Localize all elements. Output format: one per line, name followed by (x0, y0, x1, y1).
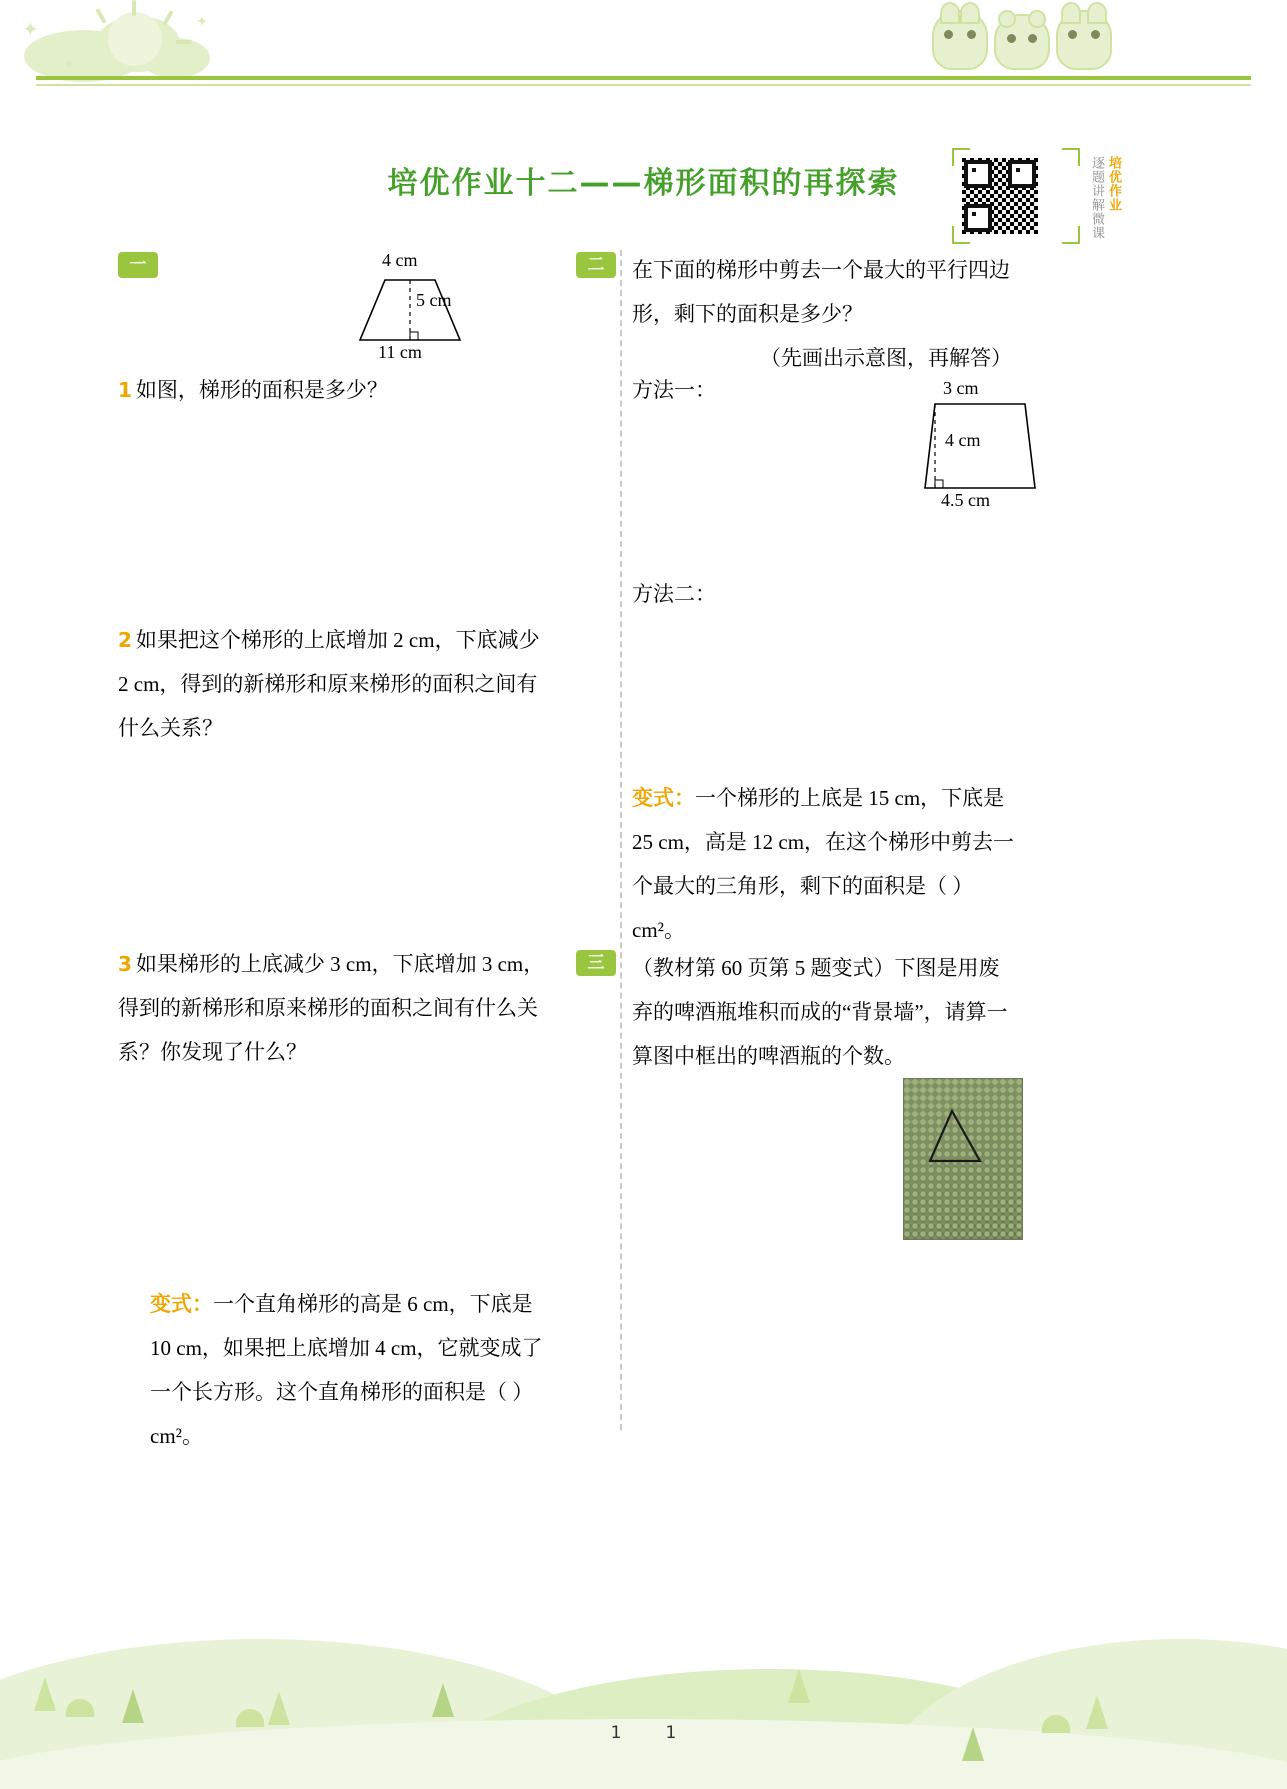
sun-ray (176, 40, 192, 44)
question-3 (118, 942, 548, 1074)
right-question-2-stem (632, 248, 1012, 336)
qr-bracket-icon (1062, 148, 1080, 166)
qr-caption (1081, 156, 1121, 240)
sun-icon (108, 12, 162, 66)
beer-bottle-wall-photo (903, 1078, 1023, 1240)
figure-trapezoid-1 (300, 250, 520, 370)
hint-text: （先画出示意图，再解答） (760, 346, 1012, 370)
figure2-bottom-label: 4.5 cm (941, 490, 990, 510)
question-1 (118, 368, 538, 412)
mascot-group (932, 8, 1112, 70)
bottom-decoration (0, 1579, 1287, 1789)
sun-ray (132, 0, 136, 16)
figure2-height-label: 4 cm (945, 430, 981, 450)
star-icon: ✦ (64, 57, 75, 71)
star-icon: ✦ (196, 15, 208, 30)
right-variant-label: 变式： (632, 786, 695, 810)
tree-icon (34, 1677, 56, 1711)
figure1-bottom-label: 11 cm (378, 342, 422, 362)
tree-icon (788, 1669, 810, 1703)
star-icon: ✦ (22, 19, 39, 41)
figure1-top-label: 4 cm (382, 250, 418, 270)
page-number-left: 1 (610, 1723, 666, 1743)
tree-icon (268, 1691, 290, 1725)
tree-icon (122, 1689, 144, 1723)
figure1-height-label: 5 cm (416, 290, 452, 310)
right-question-3-text: （教材第 60 页第 5 题变式）下图是用废弃的啤酒瓶堆积而成的“背景墙”，请算一算图中框出的啤酒瓶的个数。 (632, 956, 1008, 1068)
section-badge-two: 二 (576, 252, 616, 278)
mascot-owl (932, 10, 988, 70)
header-rule (36, 76, 1251, 80)
left-variant-text: 一个直角梯形的高是 6 cm，下底是 10 cm，如果把上底增加 4 cm，它就变成了一个长方形。这个直角梯形的面积是（ ）cm²。 (150, 1292, 543, 1448)
right-variant (632, 776, 1017, 952)
top-decoration-band (0, 0, 1287, 120)
qr-code-block[interactable] (952, 148, 1127, 244)
tree-icon (432, 1683, 454, 1717)
left-variant-label: 变式： (150, 1292, 213, 1316)
mascot-cat (1056, 10, 1112, 70)
figure2-top-label: 3 cm (943, 378, 979, 398)
sun-ray (95, 8, 106, 24)
question-1-text: 如图，梯形的面积是多少？ (135, 378, 388, 402)
photo-triangle-overlay (904, 1079, 1022, 1239)
right-question-3 (632, 946, 1017, 1078)
trapezoid-2-svg (905, 378, 1085, 518)
qr-caption-sub: 逐题讲解微课 (1089, 156, 1104, 240)
left-variant (150, 1282, 550, 1458)
qr-caption-main: 培优作业 (1106, 156, 1121, 212)
question-1-number: 1 (118, 378, 132, 402)
page-title: 培优作业十二——梯形面积的再探索 (387, 166, 900, 201)
mascot-bear (994, 14, 1050, 70)
page-number-group (0, 1723, 1287, 1743)
question-3-text: 如果梯形的上底减少 3 cm，下底增加 3 cm，得到的新梯形和原来梯形的面积之间有什么关系？你发现了什么？ (118, 952, 545, 1064)
method-one-text: 方法一： (632, 378, 716, 402)
question-2-text: 如果把这个梯形的上底增加 2 cm，下底减少 2 cm，得到的新梯形和原来梯形的面积之间有什么关系？ (118, 628, 540, 740)
method-two-label (632, 572, 832, 616)
question-2 (118, 618, 548, 750)
qr-code-icon[interactable] (962, 158, 1038, 234)
method-one-label (632, 368, 832, 412)
right-variant-text: 一个梯形的上底是 15 cm，下底是 25 cm，高是 12 cm，在这个梯形中剪去一个最大的三角形，剩下的面积是（ ）cm²。 (632, 786, 1015, 942)
question-3-number: 3 (118, 952, 132, 976)
qr-bracket-icon (1062, 226, 1080, 244)
method-two-text: 方法二： (632, 582, 716, 606)
figure-trapezoid-2 (905, 378, 1085, 518)
right-question-2-text: 在下面的梯形中剪去一个最大的平行四边形，剩下的面积是多少？ (632, 258, 1010, 326)
header-rule-thin (36, 84, 1251, 86)
column-divider (620, 250, 622, 1430)
section-badge-three: 三 (576, 950, 616, 976)
page-number-right: 1 (665, 1723, 721, 1743)
section-badge-one: 一 (118, 252, 158, 278)
question-2-number: 2 (118, 628, 132, 652)
